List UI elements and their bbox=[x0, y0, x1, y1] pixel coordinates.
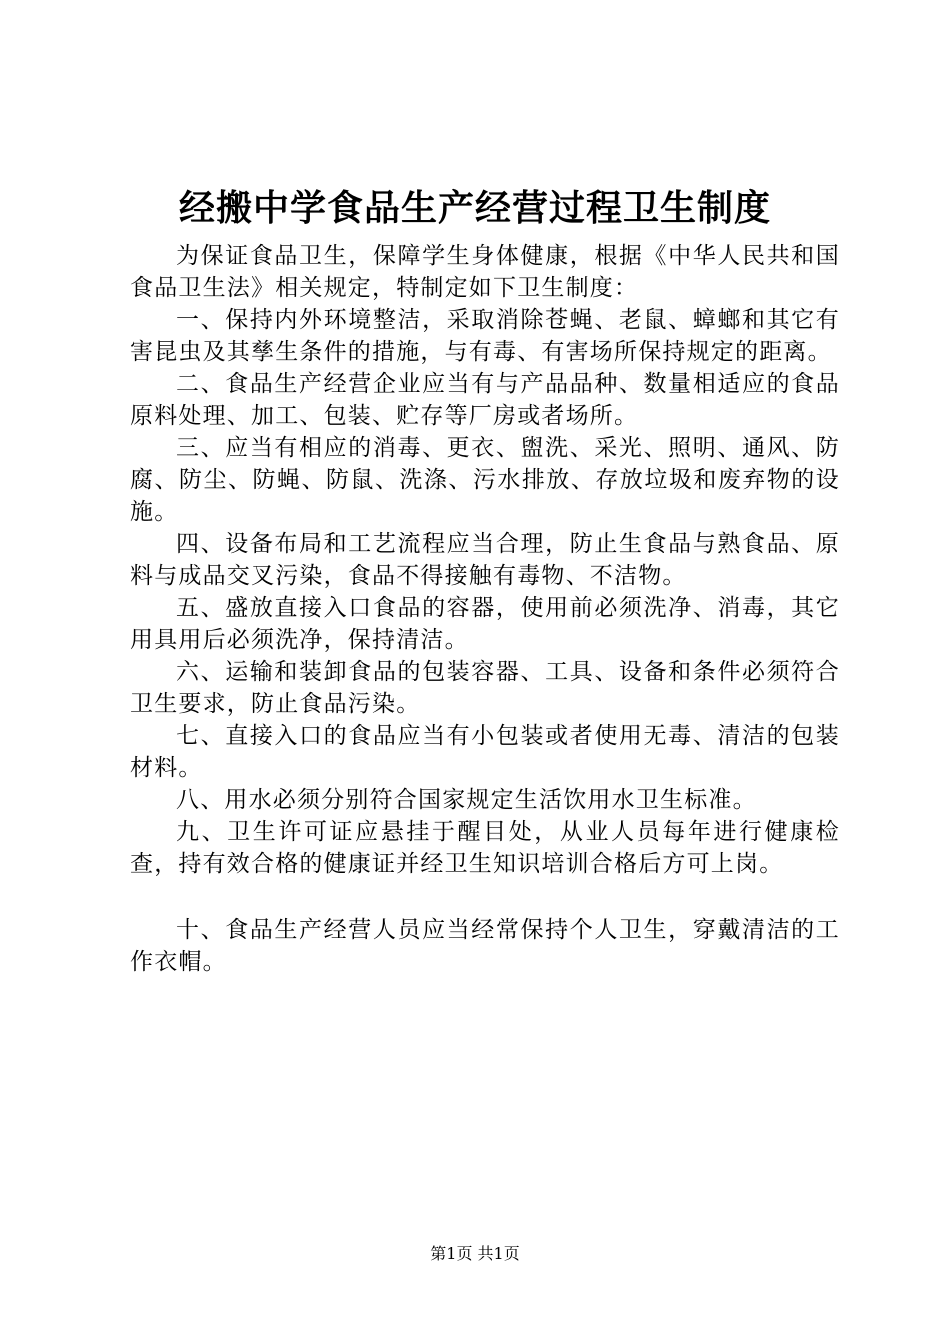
rule-item-3: 三、应当有相应的消毒、更衣、盥洗、采光、照明、通风、防腐、防尘、防蝇、防鼠、洗涤、污水排放、存放垃圾和废弃物的设施。 bbox=[130, 435, 840, 525]
page-number-footer: 第1页 共1页 bbox=[430, 1244, 520, 1263]
paragraph-gap bbox=[130, 880, 840, 914]
page-title: 经搬中学食品生产经营过程卫生制度 bbox=[178, 187, 771, 229]
document-body bbox=[130, 240, 840, 978]
rule-item-1: 一、保持内外环境整洁，采取消除苍蝇、老鼠、蟑螂和其它有害昆虫及其孳生条件的措施，与有毒、有害场所保持规定的距离。 bbox=[130, 307, 840, 365]
rule-item-6: 六、运输和装卸食品的包装容器、工具、设备和条件必须符合卫生要求，防止食品污染。 bbox=[130, 659, 840, 717]
rule-item-7: 七、直接入口的食品应当有小包装或者使用无毒、清洁的包装材料。 bbox=[130, 723, 840, 781]
intro-paragraph: 为保证食品卫生，保障学生身体健康，根据《中华人民共和国食品卫生法》相关规定，特制定如下卫生制度： bbox=[130, 243, 840, 301]
rule-item-9: 九、卫生许可证应悬挂于醒目处，从业人员每年进行健康检查，持有效合格的健康证并经卫生知识培训合格后方可上岗。 bbox=[130, 819, 840, 877]
rule-item-8: 八、用水必须分别符合国家规定生活饮用水卫生标准。 bbox=[176, 787, 757, 813]
rule-item-10: 十、食品生产经营人员应当经常保持个人卫生，穿戴清洁的工作衣帽。 bbox=[130, 917, 840, 975]
rule-item-5: 五、盛放直接入口食品的容器，使用前必须洗净、消毒，其它用具用后必须洗净，保持清洁。 bbox=[130, 595, 840, 653]
rule-item-4: 四、设备布局和工艺流程应当合理，防止生食品与熟食品、原料与成品交叉污染，食品不得接触有毒物、不洁物。 bbox=[130, 531, 840, 589]
rule-item-2: 二、食品生产经营企业应当有与产品品种、数量相适应的食品原料处理、加工、包装、贮存等厂房或者场所。 bbox=[130, 371, 840, 429]
